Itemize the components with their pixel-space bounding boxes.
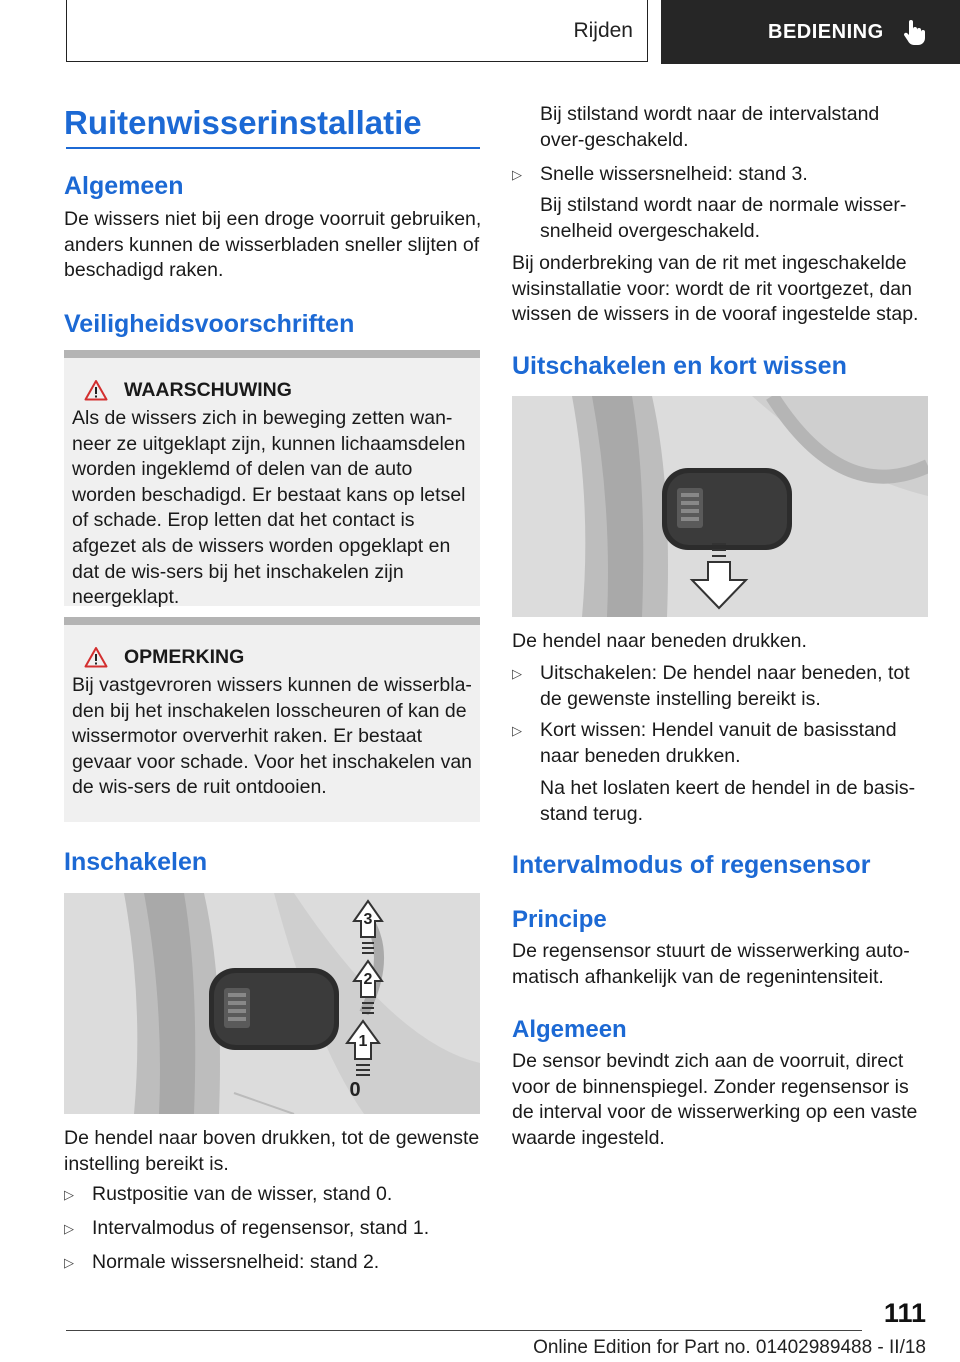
heading-veiligheidsvoorschriften: Veiligheidsvoorschriften [64,310,355,338]
list-item [512,661,930,712]
list-item-text: Normale wissersnelheid: stand 2. [92,1251,380,1273]
note-box [64,617,480,822]
header-chapter-label: BEDIENING [768,20,884,43]
interrupt-text: Bij onderbreking van de rit met ingeschakelde wisinstallatie voor: wordt de rit voortgezet, dan wissen de wissers in de vooraf ingestelde stap. [512,252,919,326]
heading-inschakelen: Inschakelen [64,848,208,876]
wiper-lever-up-illustration [64,893,480,1114]
title-rule [66,147,480,149]
warning-box [64,350,480,609]
bullet-triangle-icon: ▷ [512,167,522,182]
figure-label-0: 0 [349,1079,361,1101]
inschakelen-list [64,1182,482,1276]
caution-triangle-icon [84,646,108,668]
list-item [64,1250,482,1276]
list-item [64,1216,482,1242]
bullet-triangle-icon: ▷ [64,1187,74,1202]
footer-rule [66,1330,862,1331]
header-section-label: Rijden [573,18,633,42]
bullet-triangle-icon: ▷ [64,1255,74,1270]
principe-text: De regensensor stuurt de wisserwerking auto-matisch afhankelijk van de regenintensiteit. [512,940,910,988]
heading-algemeen: Algemeen [64,172,184,200]
uit-text: De hendel naar beneden drukken. [512,630,807,652]
page-title: Ruitenwisserinstallatie [64,104,422,141]
hand-pointer-icon [902,19,926,45]
list-item-text: Intervalmodus of regensensor, stand 1. [92,1217,430,1239]
heading-intervalmodus: Intervalmodus of regensensor [512,851,871,879]
bullet-triangle-icon: ▷ [512,666,522,681]
inschakelen-text: De hendel naar boven drukken, tot de gewenste instelling bereikt is. [64,1127,480,1175]
wiper-lever-down-illustration [512,396,928,617]
footer-edition: Online Edition for Part no. 01402989488 - II/18 [533,1337,926,1358]
bullet-triangle-icon: ▷ [64,1221,74,1236]
continuation-text-1: Bij stilstand wordt naar de intervalstand over-geschakeld. [540,103,880,151]
figure-label-3: 3 [363,911,373,928]
warning-triangle-icon [84,379,108,401]
bullet-triangle-icon: ▷ [512,723,522,738]
algemeen-text: De wissers niet bij een droge voorruit gebruiken, anders kunnen de wisserbladen sneller slijten of beschadigd raken. [64,208,482,282]
header-chapter-tab [661,0,960,64]
list-item-text: Uitschakelen: De hendel naar beneden, tot de gewenste instelling bereikt is. [540,662,910,710]
heading-algemeen-2: Algemeen [512,1016,627,1043]
heading-uitschakelen: Uitschakelen en kort wissen [512,352,847,380]
continuation-text-3: Na het loslaten keert de hendel in de basis-stand terug. [540,777,916,825]
list-item-text: Rustpositie van de wisser, stand 0. [92,1183,393,1205]
list-item [512,162,928,188]
list-item [512,718,930,769]
continuation-text-2: Bij stilstand wordt naar de normale wisser-snelheid overgeschakeld. [540,194,907,242]
warning-text: Als de wissers zich in beweging zetten wan-neer ze uitgeklapt zijn, kunnen lichaamsdelen worden ingeklemd of delen van de auto worden beschadigd. Er bestaat kans op letsel of schade. Erop letten dat het contact is afgezet als de wissers worden opgeklapt en dat de wis-sers bij het inschakelen zijn neergeklapt. [72,407,466,609]
heading-principe: Principe [512,906,607,933]
list-item-text: Kort wissen: Hendel vanuit de basisstand naar beneden drukken. [540,719,897,767]
list-item [64,1182,482,1208]
algemeen2-text: De sensor bevindt zich aan de voorruit, direct voor de binnenspiegel. Zonder regensensor is de interval voor de wisserwerking op een vaste waarde ingesteld. [512,1050,918,1149]
header-section-tab [66,0,648,62]
list-item-text: Snelle wissersnelheid: stand 3. [540,163,808,185]
note-title: OPMERKING [124,645,245,668]
warning-title: WAARSCHUWING [124,378,292,401]
page-number: 111 [883,1298,926,1328]
figure-label-2: 2 [363,971,373,988]
figure-label-1: 1 [358,1033,368,1050]
note-text: Bij vastgevroren wissers kunnen de wisserbla-den bij het inschakelen losscheuren of kan de wissermotor oververhit raken. Er bestaat gevaar voor schade. Voor het inschakelen van de wis-sers de ruit ontdooien. [72,674,473,799]
